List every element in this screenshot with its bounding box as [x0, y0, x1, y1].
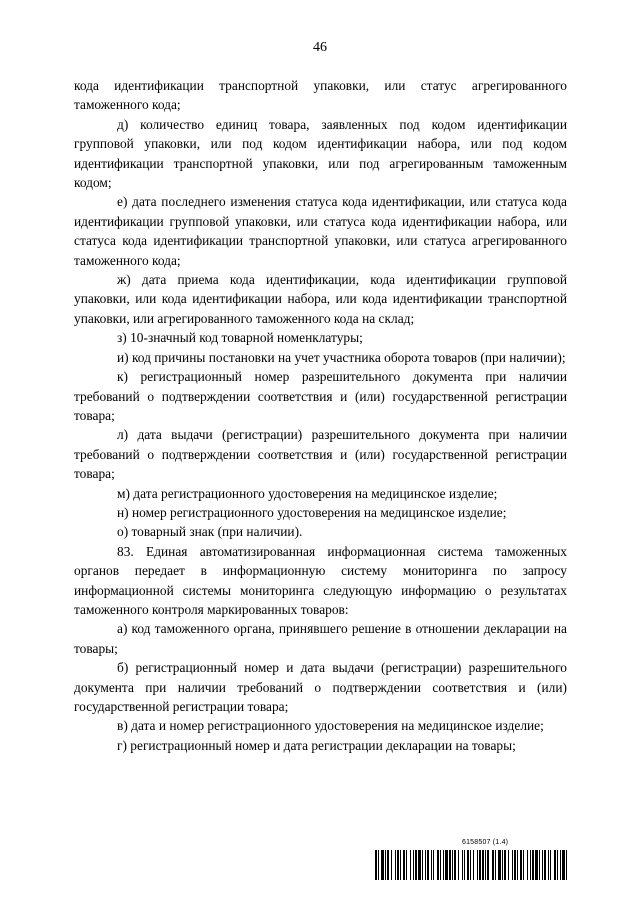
paragraph: ж) дата приема кода идентификации, кода идентификации групповой упаковки, или кода идентификации набора, или кода идентификации транспортной упаковки, или агрегированного таможенного кода на склад;	[74, 272, 567, 326]
paragraph: кода идентификации транспортной упаковки, или статус агрегированного таможенного кода;	[74, 78, 567, 113]
barcode-bar	[512, 850, 513, 880]
barcode-bar	[566, 850, 567, 880]
barcode-bar	[542, 850, 543, 880]
barcode-bar	[454, 850, 456, 880]
barcode-bar	[539, 850, 540, 880]
barcode-bar	[532, 850, 534, 880]
barcode-bar	[473, 850, 474, 880]
page-number: 46	[313, 40, 327, 55]
barcode-bar	[445, 850, 448, 880]
barcode-bar	[482, 850, 484, 880]
barcode-bar	[378, 850, 379, 880]
barcode-bar	[437, 850, 439, 880]
document-code: 6158507 (1.4)	[462, 839, 509, 846]
barcode-bar	[400, 850, 401, 880]
barcode-bar	[464, 850, 465, 880]
barcode-bar	[544, 850, 546, 880]
barcode-bar	[487, 850, 489, 880]
barcode-bar	[387, 850, 389, 880]
paragraph: к) регистрационный номер разрешительного документа при наличии требований о подтверждении соответствия и (или) государственной регистрации товара;	[74, 369, 567, 423]
barcode-bar	[397, 850, 399, 880]
paragraph: д) количество единиц товара, заявленных под кодом идентификации групповой упаковки, или под кодом идентификации набора, или под кодом идентификации транспортной упаковки, или под агрегированным таможенным кодом;	[74, 116, 567, 191]
barcode-bar	[385, 850, 386, 880]
paragraph: и) код причины постановки на учет участника оборота товаров (при наличии);	[117, 349, 566, 365]
barcode-bar	[375, 850, 377, 880]
paragraph: о) товарный знак (при наличии).	[117, 524, 303, 540]
barcode-bar	[557, 850, 558, 880]
barcode-bar	[422, 850, 423, 880]
barcode-bar	[427, 850, 429, 880]
barcode-bar	[485, 850, 486, 880]
barcode-bar	[492, 850, 494, 880]
paragraph: 83. Единая автоматизированная информационная система таможенных органов передает в информационную систему мониторинга по запросу информационной системы мониторинга следующую информацию о результатах таможенного контроля маркированных товаров:	[74, 543, 567, 617]
barcode-bar	[431, 850, 432, 880]
barcode-bar	[548, 850, 549, 880]
barcode-bar	[527, 850, 528, 880]
paragraph: г) регистрационный номер и дата регистрации декларации на товары;	[117, 737, 516, 753]
barcode-bar	[458, 850, 459, 880]
barcode-bar	[452, 850, 453, 880]
barcode-bar	[477, 850, 478, 880]
paragraph: е) дата последнего изменения статуса кода идентификации, или статуса кода идентификации групповой упаковки, или статуса кода идентификации набора, или статуса кода идентификации транспортной упаковки, или статуса агрегированного таможенного кода;	[74, 194, 567, 268]
barcode-bar	[467, 850, 469, 880]
paragraph: л) дата выдачи (регистрации) разрешительного документа при наличии требований о подтверждении соответствия и (или) государственной регистрации товара;	[74, 427, 567, 482]
barcode-bar	[554, 850, 556, 880]
barcode-bar	[504, 850, 506, 880]
barcode-bar	[415, 850, 417, 880]
barcode-bar	[433, 850, 434, 880]
barcode-bar	[523, 850, 524, 880]
barcode-bar	[495, 850, 496, 880]
document-body	[74, 76, 567, 755]
paragraph: н) номер регистрационного удостоверения на медицинское изделие;	[117, 504, 507, 520]
barcode-bar	[449, 850, 451, 880]
barcode-bar	[440, 850, 441, 880]
paragraph: а) код таможенного органа, принявшего решение в отношении декларации на товары;	[74, 621, 567, 656]
barcode-bar	[462, 850, 463, 880]
barcode	[375, 850, 567, 880]
barcode-bar	[520, 850, 522, 880]
barcode-bar	[508, 850, 509, 880]
paragraph: з) 10-значный код товарной номенклатуры;	[117, 330, 363, 346]
barcode-bar	[403, 850, 405, 880]
paragraph: м) дата регистрационного удостоверения на медицинское изделие;	[117, 485, 498, 501]
barcode-bar	[443, 850, 444, 880]
barcode-bar	[479, 850, 481, 880]
barcode-bar	[406, 850, 407, 880]
barcode-bar	[535, 850, 538, 880]
barcode-bar	[517, 850, 518, 880]
barcode-bar	[502, 850, 503, 880]
barcode-bar	[562, 850, 565, 880]
barcode-bar	[395, 850, 396, 880]
barcode-bar	[498, 850, 501, 880]
barcode-bar	[530, 850, 531, 880]
barcode-bar	[413, 850, 414, 880]
paragraph: б) регистрационный номер и дата выдачи (регистрации) разрешительного документа при наличии требований о подтверждении соответствия и (или) государственной регистрации товара;	[74, 660, 567, 714]
barcode-bar	[560, 850, 561, 880]
barcode-bar	[410, 850, 411, 880]
barcode-bar	[550, 850, 551, 880]
barcode-bar	[470, 850, 471, 880]
barcode-bar	[514, 850, 516, 880]
barcode-bar	[391, 850, 392, 880]
barcode-bar	[381, 850, 384, 880]
barcode-bar	[418, 850, 421, 880]
paragraph: в) дата и номер регистрационного удостоверения на медицинское изделие;	[117, 718, 544, 734]
barcode-bar	[425, 850, 426, 880]
